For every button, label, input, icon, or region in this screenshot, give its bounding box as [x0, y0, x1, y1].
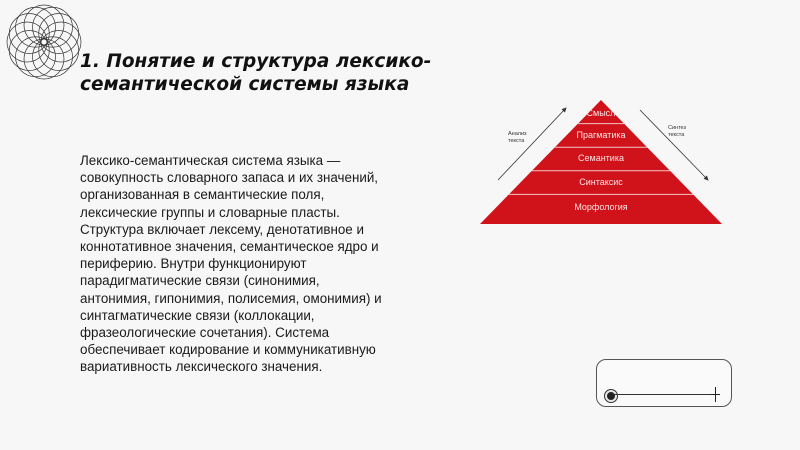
body-line: обеспечивает кодирование и коммуникативную — [80, 342, 376, 358]
pyramid-level-label: Прагматика — [576, 130, 626, 140]
play-dot-icon[interactable] — [605, 390, 617, 402]
pyramid-level-label: Смысл — [586, 108, 616, 118]
progress-track[interactable] — [613, 394, 717, 395]
body-line: парадигматические связи (синонимия, — [80, 273, 320, 289]
analysis-arrow-label: Анализ — [508, 131, 527, 137]
body-line: совокупность словарного запаса и их значений, — [80, 170, 379, 186]
slide-title-line: 1. Понятие и структура лексико- — [80, 51, 432, 72]
body-line: синтагматические связи (коллокации, — [80, 307, 315, 323]
body-line: Лексико-семантическая система языка — — [80, 153, 341, 168]
body-line: фразеологические сочетания). Система — [80, 325, 330, 341]
body-line: коннотативное значения, семантическое ядро и — [80, 239, 379, 255]
language-levels-pyramid — [476, 96, 726, 228]
body-line: антонимия, гипонимия, полисемия, омонимия) и — [80, 290, 382, 306]
slide-title-line: семантической системы языка — [80, 74, 410, 95]
body-line: вариативность лексического значения. — [80, 359, 323, 375]
media-player[interactable] — [596, 359, 732, 407]
spirograph-logo-icon — [4, 2, 84, 82]
synthesis-arrow-label: текста — [668, 132, 685, 138]
body-line: лексические группы и словарные пласты. — [80, 204, 340, 220]
body-line: периферию. Внутри функционируют — [80, 256, 307, 272]
pyramid-level-label: Синтаксис — [579, 177, 623, 187]
volume-cross-icon[interactable] — [711, 387, 721, 402]
analysis-arrow-label: текста — [508, 138, 525, 144]
pyramid-level-label: Морфология — [574, 202, 628, 212]
body-line: организованная в семантические поля, — [80, 187, 325, 203]
slide-title — [80, 50, 440, 96]
pyramid-level-label: Семантика — [578, 153, 624, 163]
synthesis-arrow-label: Синтез — [668, 125, 686, 131]
body-line: Структура включает лексему, денотативное и — [80, 221, 364, 237]
slide-body-text — [80, 152, 450, 376]
